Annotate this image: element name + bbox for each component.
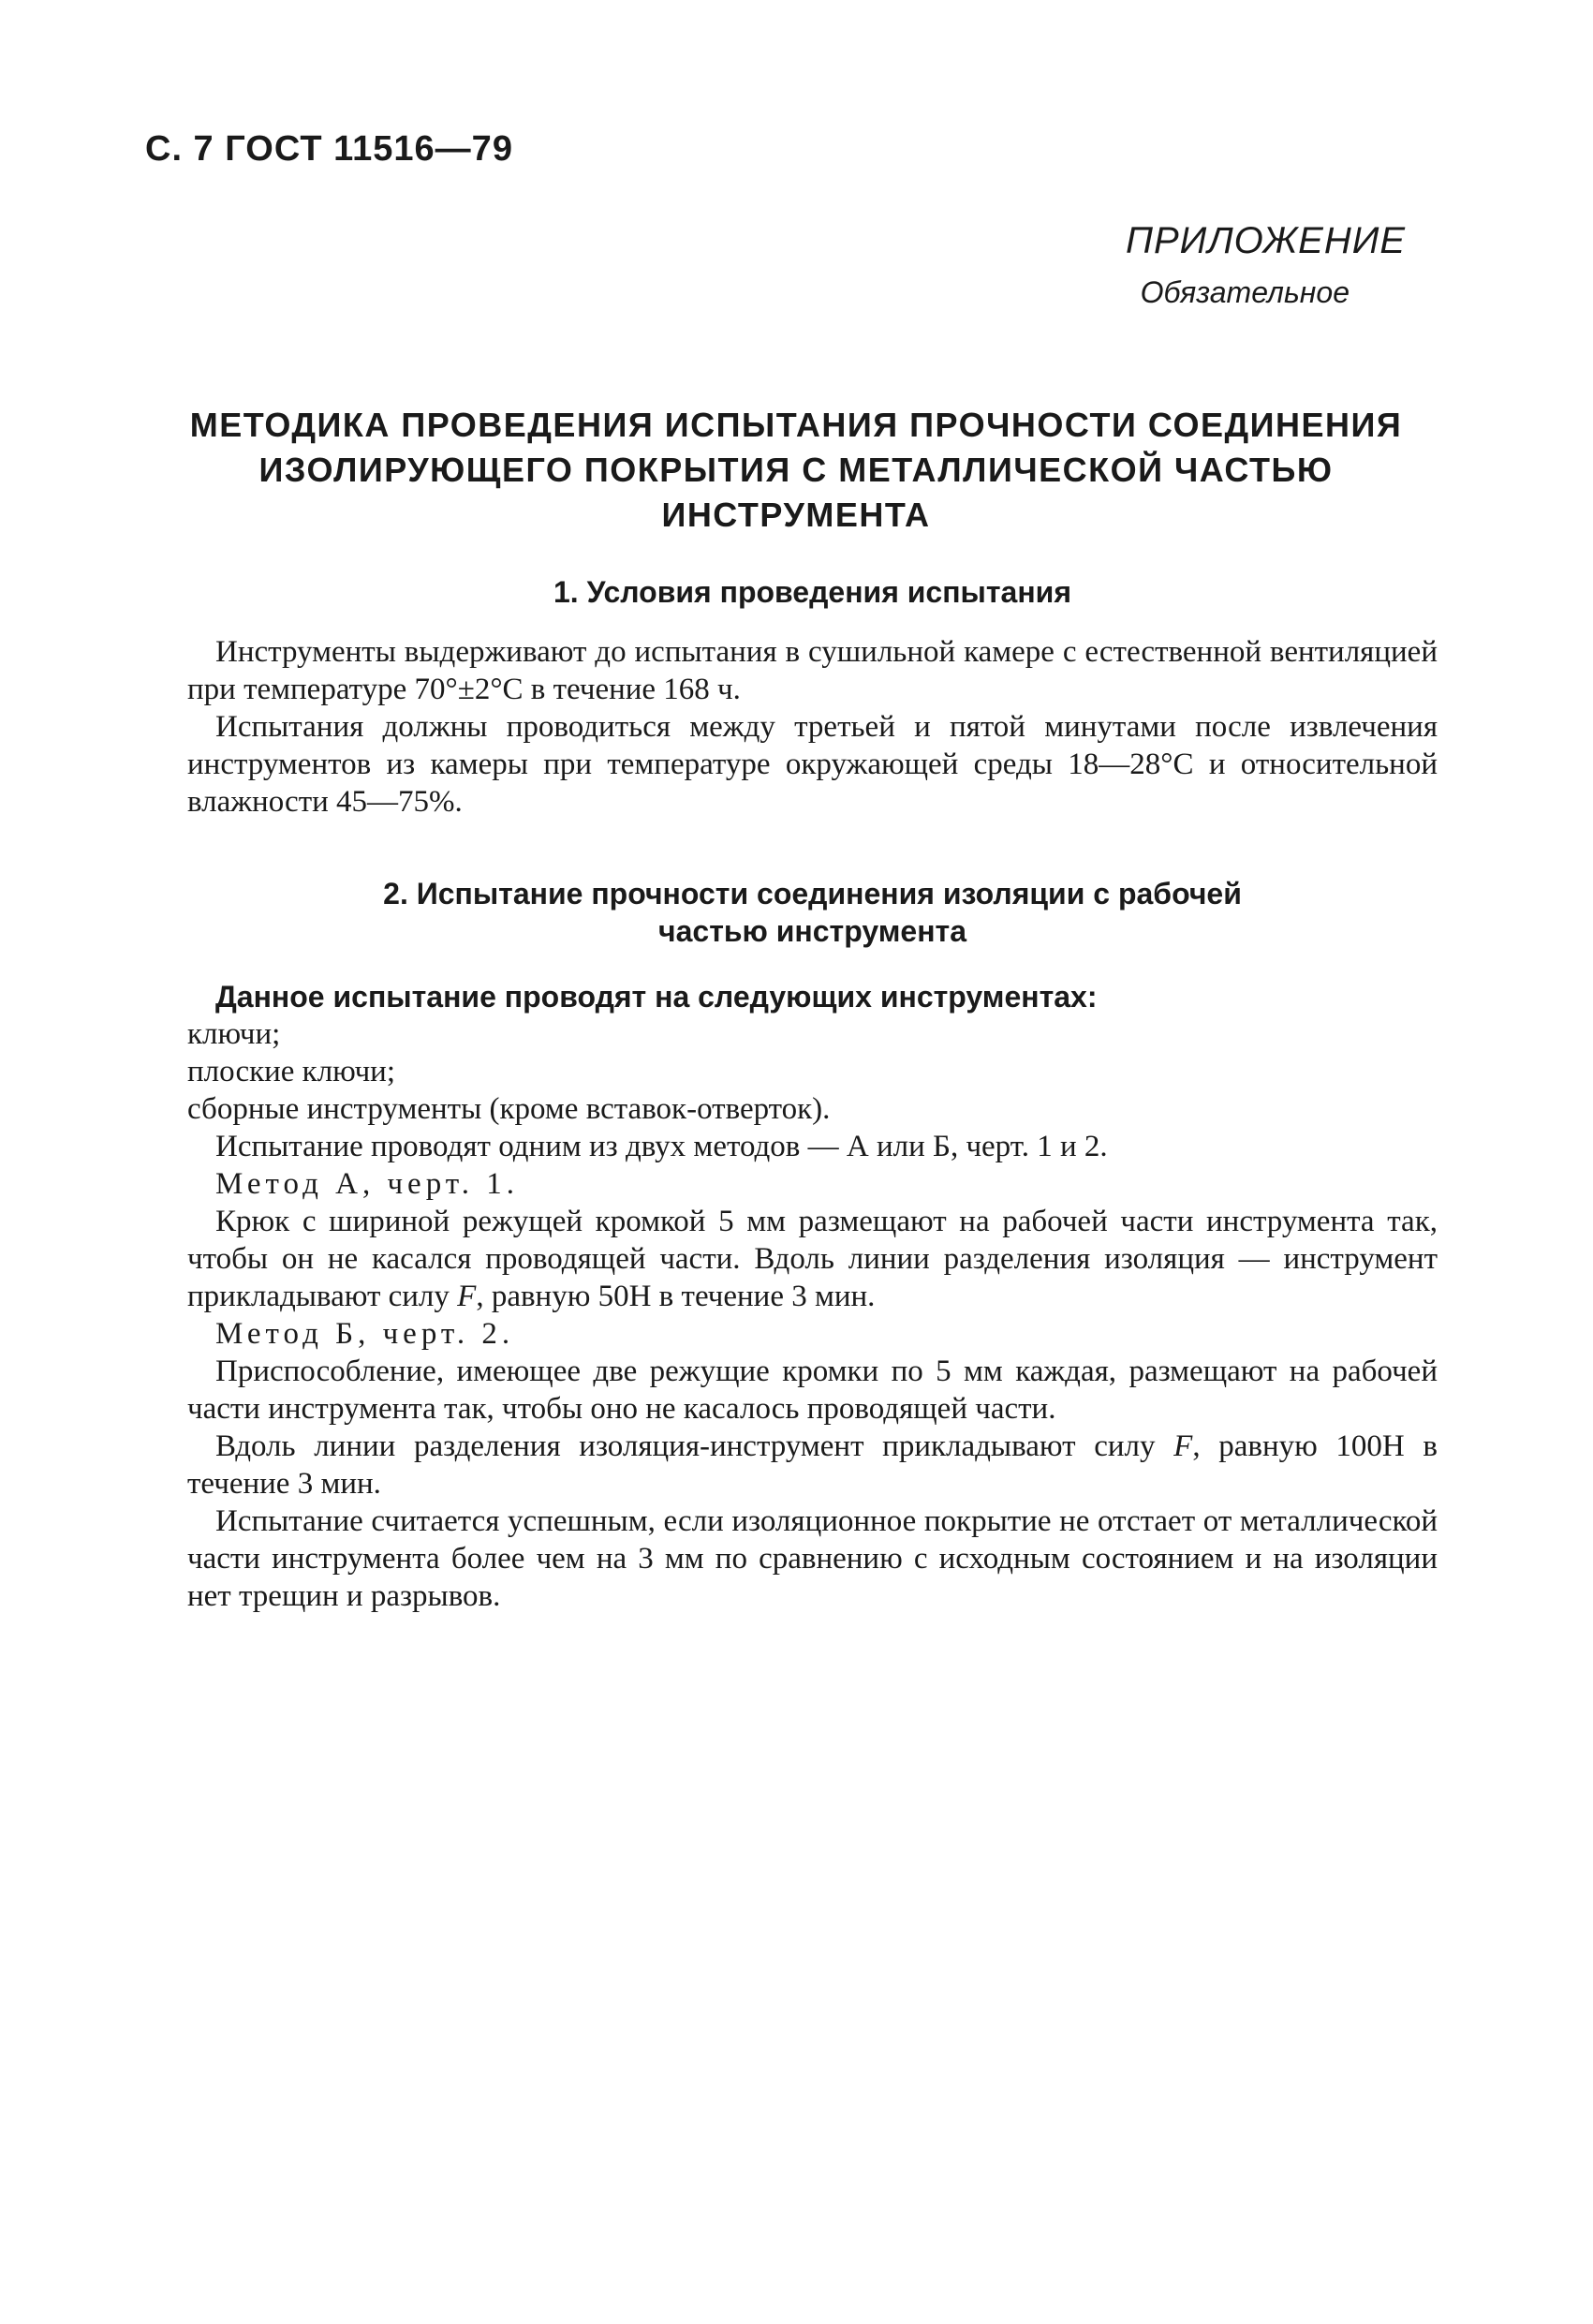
method-a-label: Метод А, черт. 1.: [215, 1167, 519, 1201]
method-b-text-after: , равную 100Н в течение 3 мин.: [187, 1429, 1438, 1501]
method-b-label: Метод Б, черт. 2.: [215, 1317, 515, 1351]
method-a-paragraph: [187, 1203, 1438, 1315]
section2-heading-line1: 2. Испытание прочности соединения изоляции с рабочей: [383, 877, 1242, 910]
appendix-label: [1126, 220, 1406, 310]
section2-heading-line2: частью инструмента: [658, 914, 966, 948]
force-symbol: F: [1173, 1429, 1193, 1463]
section2-intro: Данное испытание проводят на следующих инструментах:: [215, 980, 1098, 1014]
method-b-paragraph1: Приспособление, имеющее две режущие кромки по 5 мм каждая, размещают на рабочей части инструмента так, чтобы оно не касалось проводящей части.: [187, 1354, 1438, 1426]
list-item-flat-keys: плоские ключи;: [187, 1055, 396, 1088]
method-b-paragraph2: [187, 1428, 1438, 1502]
section1-paragraph2: Испытания должны проводиться между третьей и пятой минутами после извлечения инструментов из камеры при температуре окружающей среды 18—28°С и относительной влажности 45—75%.: [187, 710, 1438, 819]
document-body: [187, 562, 1438, 1615]
appendix-subtitle: Обязательное: [1140, 275, 1350, 309]
method-b-text-before: Вдоль линии разделения изоляция-инструмент прикладывают силу: [215, 1429, 1174, 1463]
page-header: С. 7 ГОСТ 11516—79: [145, 129, 513, 169]
methods-paragraph: Испытание проводят одним из двух методов — А или Б, черт. 1 и 2.: [215, 1130, 1108, 1163]
method-a-text-after: , равную 50Н в течение 3 мин.: [476, 1280, 876, 1313]
document-title: [159, 403, 1433, 538]
document-title-line1: МЕТОДИКА ПРОВЕДЕНИЯ ИСПЫТАНИЯ ПРОЧНОСТИ СОЕДИНЕНИЯ: [189, 406, 1403, 444]
force-symbol: F: [457, 1280, 477, 1313]
method-a-text-before: Крюк с шириной режущей кромкой 5 мм размещают на рабочей части инструмента так, чтобы он не касался проводящей части. Вдоль линии разделения изоляция — инструмент прикладывают силу: [187, 1205, 1438, 1313]
list-item-keys: ключи;: [187, 1017, 281, 1051]
conclusion-paragraph: Испытание считается успешным, если изоляционное покрытие не отстает от металлической части инструмента более чем на 3 мм по сравнению с исходным состоянием и на изоляции нет трещин и разрывов.: [187, 1504, 1438, 1613]
section1-paragraph1: Инструменты выдерживают до испытания в сушильной камере с естественной вентиляцией при температуре 70°±2°С в течение 168 ч.: [187, 635, 1438, 706]
section1-heading: 1. Условия проведения испытания: [553, 575, 1072, 609]
list-item-assembled-tools: сборные инструменты (кроме вставок-отверток).: [187, 1092, 831, 1126]
section2-heading: [187, 875, 1438, 950]
appendix-title: ПРИЛОЖЕНИЕ: [1125, 220, 1406, 261]
document-title-line3: ИНСТРУМЕНТА: [661, 496, 931, 534]
document-title-line2: ИЗОЛИРУЮЩЕГО ПОКРЫТИЯ С МЕТАЛЛИЧЕСКОЙ ЧАСТЬЮ: [258, 451, 1334, 489]
